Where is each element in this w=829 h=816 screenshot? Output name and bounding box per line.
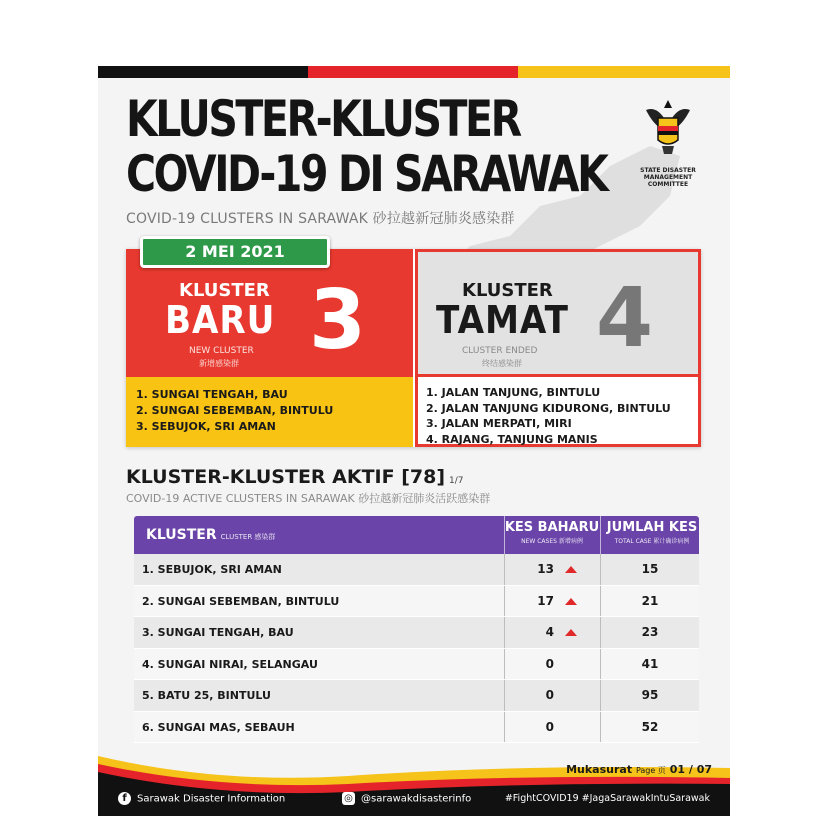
state-disaster-logo: [633, 96, 703, 196]
total-cases-cell: [600, 617, 699, 648]
total-cases-cell: [600, 649, 699, 680]
new-cases-value: 4: [545, 625, 554, 639]
table-row: [134, 554, 699, 586]
page-subtitle: COVID-19 CLUSTERS IN SARAWAK 砂拉越新冠肺炎感染群: [126, 211, 515, 227]
trend-up-icon: [565, 629, 577, 636]
page-value: 01 / 07: [669, 763, 712, 776]
header-new-cases-sub: NEW CASES 新增病例: [521, 538, 583, 545]
total-cases-value: 15: [641, 562, 659, 576]
footer-hashtags: #FightCOVID19 #JagaSarawakIntuSarawak: [504, 793, 710, 804]
trend-up-icon: [565, 598, 577, 605]
active-clusters-subtitle: COVID-19 ACTIVE CLUSTERS IN SARAWAK 砂拉越新冠肺炎活跃感染群: [126, 492, 491, 505]
facebook-label: Sarawak Disaster Information: [137, 793, 286, 805]
total-cases-cell: [600, 554, 699, 585]
new-cases-value: 13: [537, 562, 554, 576]
new-cluster-chinese: 新增感染群: [199, 359, 239, 368]
table-row: [134, 586, 699, 618]
header-total-cases-label: JUMLAH KES: [606, 520, 698, 535]
total-cases-cell: [600, 586, 699, 617]
new-cluster-list-panel: [126, 377, 413, 447]
header-cluster-sub: CLUSTER 感染群: [220, 533, 276, 541]
facebook-icon: f: [118, 792, 131, 805]
active-clusters-title: [126, 466, 464, 488]
new-cluster-english: NEW CLUSTER: [189, 346, 254, 356]
list-item: 2. SUNGAI SEBEMBAN, BINTULU: [136, 404, 334, 417]
table-header: [134, 516, 699, 554]
new-cluster-list: [136, 387, 413, 435]
total-cases-value: 95: [641, 688, 659, 702]
table-row: [134, 617, 699, 649]
state-emblem-icon: [642, 96, 694, 162]
footer: [98, 782, 730, 816]
new-cases-cell: [504, 586, 600, 617]
list-item: 2. JALAN TANJUNG KIDURONG, BINTULU: [426, 401, 671, 415]
active-clusters-page: 1/7: [449, 476, 464, 486]
footer-instagram[interactable]: [342, 792, 471, 805]
flag-stripe: [98, 66, 730, 78]
new-cases-value: 0: [545, 719, 554, 734]
logo-caption: STATE DISASTER MANAGEMENT COMMITTEE: [640, 167, 696, 188]
new-cluster-card: [126, 249, 413, 377]
footer-facebook[interactable]: [118, 792, 285, 805]
ended-cluster-card: [415, 249, 701, 377]
cluster-name: 2. SUNGAI SEBEMBAN, BINTULU: [142, 594, 340, 608]
instagram-icon: ◎: [342, 792, 355, 805]
cluster-name: 3. SUNGAI TENGAH, BAU: [142, 626, 294, 639]
page-title-line-1: KLUSTER-KLUSTER: [126, 90, 520, 148]
header-new-cases-label: KES BAHARU: [504, 520, 600, 535]
page-indicator: [566, 763, 712, 776]
cluster-name: 6. SUNGAI MAS, SEBAUH: [142, 720, 295, 734]
page-label-small: Page 页: [635, 766, 666, 775]
active-clusters-heading: KLUSTER-KLUSTER AKTIF [78]: [126, 466, 446, 488]
date-badge: 2 MEI 2021: [140, 236, 330, 268]
list-item: 1. SUNGAI TENGAH, BAU: [136, 388, 288, 401]
new-cases-cell: [504, 617, 600, 648]
cluster-name: 1. SEBUJOK, SRI AMAN: [142, 563, 282, 576]
page-label: Mukasurat: [566, 763, 633, 776]
table-row: [134, 649, 699, 681]
list-item: 3. SEBUJOK, SRI AMAN: [136, 420, 276, 433]
cluster-summary-cards: [126, 249, 701, 447]
list-item: 4. RAJANG, TANJUNG MANIS: [426, 432, 598, 446]
ended-cluster-chinese: 终结感染群: [482, 359, 522, 368]
total-cases-value: 52: [641, 719, 659, 734]
instagram-label: @sarawakdisasterinfo: [361, 793, 472, 805]
total-cases-value: 21: [641, 593, 659, 608]
trend-up-icon: [565, 566, 577, 573]
header-total-cases-sub: TOTAL CASE 累计确诊病例: [614, 538, 690, 545]
poster: [98, 66, 730, 816]
cluster-name: 5. BATU 25, BINTULU: [142, 689, 271, 702]
ended-cluster-label: KLUSTER: [462, 280, 553, 301]
page-title-line-2: COVID-19 DI SARAWAK: [126, 145, 607, 203]
header-cluster-label: KLUSTER: [146, 527, 217, 543]
header-total-cases: [604, 519, 700, 547]
ended-cluster-english: CLUSTER ENDED: [462, 346, 538, 356]
ended-cluster-list: [426, 385, 698, 447]
new-cases-cell: [504, 649, 600, 680]
ended-cluster-count: 4: [596, 271, 654, 366]
new-cluster-label: KLUSTER: [179, 280, 270, 301]
list-item: 3. JALAN MERPATI, MIRI: [426, 417, 572, 430]
new-cases-cell: [504, 554, 600, 585]
new-cluster-heading: BARU: [165, 298, 276, 342]
header-cluster: [146, 527, 275, 543]
cluster-name: 4. SUNGAI NIRAI, SELANGAU: [142, 657, 318, 671]
total-cases-value: 41: [641, 656, 659, 671]
new-cases-value: 0: [545, 688, 554, 702]
new-cases-value: 0: [545, 656, 554, 671]
header-new-cases: [504, 519, 600, 547]
list-item: 1. JALAN TANJUNG, BINTULU: [426, 386, 601, 399]
new-cluster-count: 3: [309, 273, 367, 368]
ended-cluster-heading: TAMAT: [436, 298, 569, 342]
total-cases-value: 23: [641, 625, 659, 639]
new-cases-value: 17: [537, 593, 554, 608]
ended-cluster-list-panel: [415, 377, 701, 447]
